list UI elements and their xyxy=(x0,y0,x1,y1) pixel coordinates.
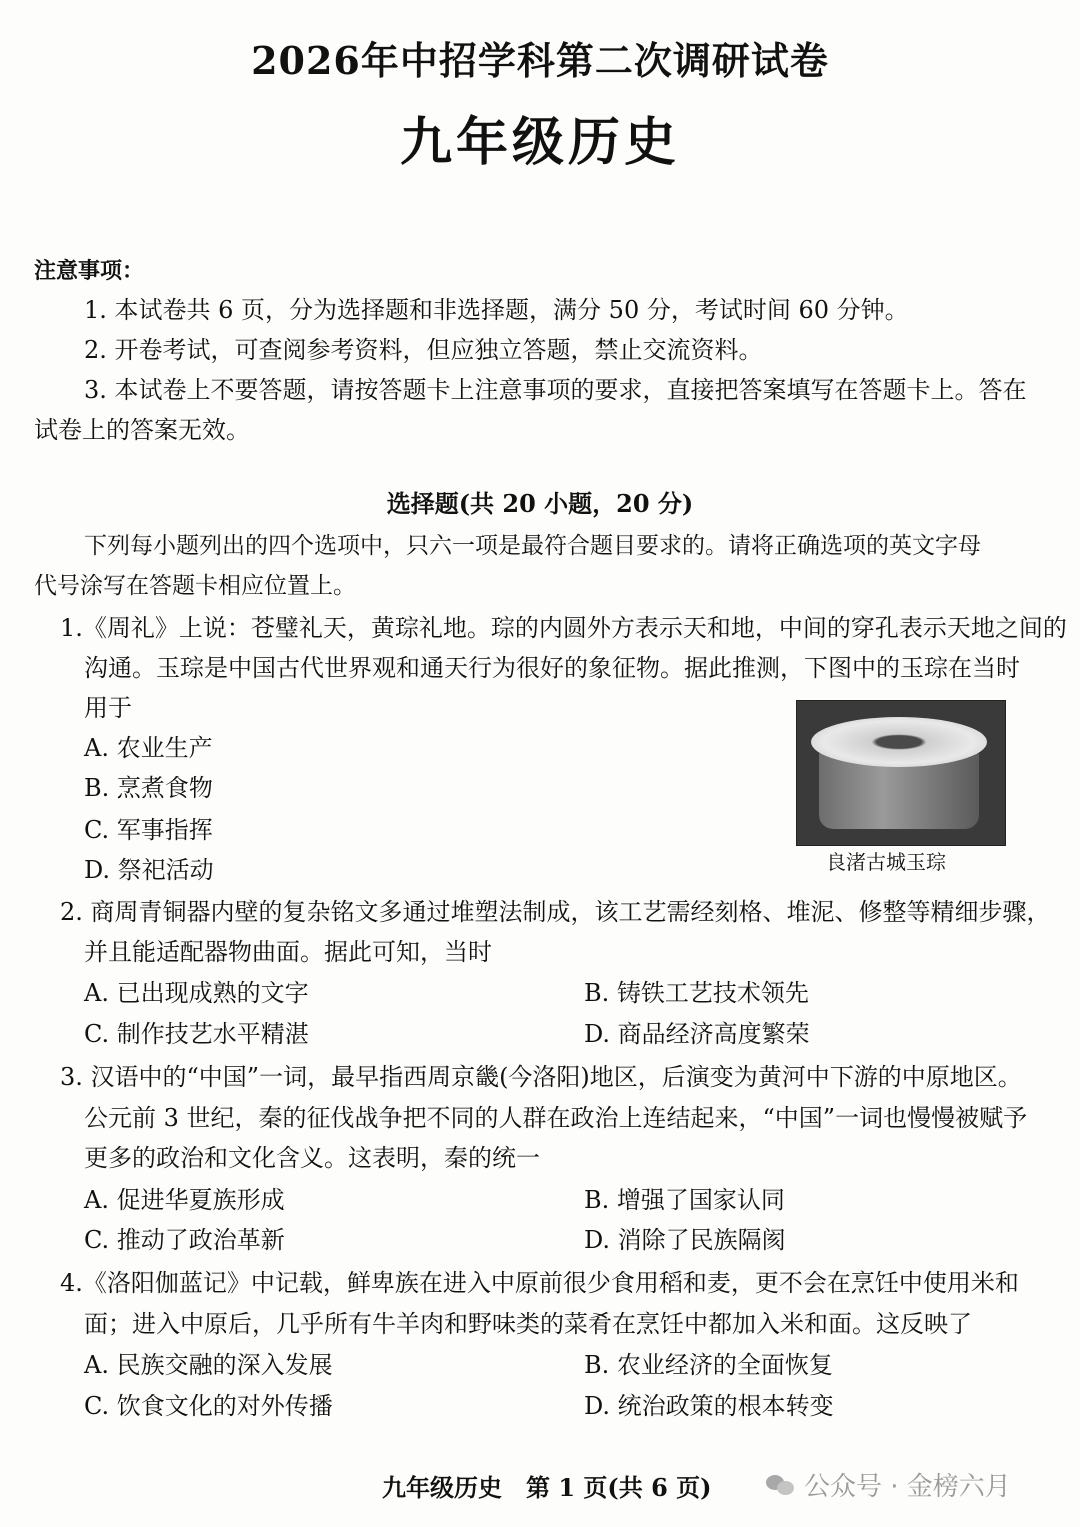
note-line: 2. 开卷考试，可查阅参考资料，但应独立答题，禁止交流资料。 xyxy=(84,336,763,364)
watermark xyxy=(766,1466,1011,1503)
question-4-stem: 4.《洛阳伽蓝记》中记载，鲜卑族在进入中原前很少食用稻和麦，更不会在烹饪中使用米和 xyxy=(60,1269,1019,1297)
question-3-stem: 3. 汉语中的“中国”一词，最早指西周京畿(今洛阳)地区，后演变为黄河中下游的中原地区。 xyxy=(60,1063,1022,1091)
question-2-option-a[interactable]: A. 已出现成熟的文字 xyxy=(84,979,309,1007)
notes-heading: 注意事项： xyxy=(34,258,145,284)
question-4-option-d[interactable]: D. 统治政策的根本转变 xyxy=(584,1392,834,1420)
image-caption: 良渚古城玉琮 xyxy=(826,850,946,874)
note-line: 1. 本试卷共 6 页，分为选择题和非选择题，满分 50 分，考试时间 60 分钟。 xyxy=(84,296,909,324)
question-1-stem: 1.《周礼》上说：苍璧礼天，黄琮礼地。琮的内圆外方表示天和地，中间的穿孔表示天地之间的 xyxy=(60,614,1067,642)
question-1-option-d[interactable]: D. 祭祀活动 xyxy=(84,856,214,884)
question-1-option-a[interactable]: A. 农业生产 xyxy=(84,734,213,762)
question-3-option-c[interactable]: C. 推动了政治革新 xyxy=(84,1226,285,1254)
section-instruction: 下列每小题列出的四个选项中，只六一项是最符合题目要求的。请将正确选项的英文字母 xyxy=(84,533,981,559)
note-line: 试卷上的答案无效。 xyxy=(34,416,250,444)
question-3-option-d[interactable]: D. 消除了民族隔阂 xyxy=(584,1226,786,1254)
question-3-stem: 更多的政治和文化含义。这表明，秦的统一 xyxy=(84,1144,540,1172)
question-1-stem: 沟通。玉琮是中国古代世界观和通天行为很好的象征物。据此推测，下图中的玉琮在当时 xyxy=(84,654,1020,682)
exam-title: 2026年中招学科第二次调研试卷 xyxy=(251,38,829,83)
question-4-option-b[interactable]: B. 农业经济的全面恢复 xyxy=(584,1351,833,1379)
wechat-icon xyxy=(766,1473,796,1497)
note-line: 3. 本试卷上不要答题，请按答题卡上注意事项的要求，直接把答案填写在答题卡上。答在 xyxy=(84,376,1027,404)
question-3-stem: 公元前 3 世纪，秦的征伐战争把不同的人群在政治上连结起来，“中国”一词也慢慢被赋予 xyxy=(84,1104,1028,1132)
watermark-text: 公众号 · 金榜六月 xyxy=(804,1472,1011,1502)
question-2-option-d[interactable]: D. 商品经济高度繁荣 xyxy=(584,1020,810,1048)
question-3-option-b[interactable]: B. 增强了国家认同 xyxy=(584,1186,785,1214)
question-3-option-a[interactable]: A. 促进华夏族形成 xyxy=(84,1186,285,1214)
question-1-stem: 用于 xyxy=(84,694,132,722)
question-4-stem: 面；进入中原后，几乎所有牛羊肉和野味类的菜肴在烹饪中都加入米和面。这反映了 xyxy=(84,1310,972,1338)
page-footer: 九年级历史 第 1 页(共 6 页) xyxy=(382,1473,712,1502)
question-2-stem: 2. 商周青铜器内壁的复杂铭文多通过堆塑法制成，该工艺需经刻格、堆泥、修整等精细步骤， xyxy=(60,898,1051,926)
question-4-option-a[interactable]: A. 民族交融的深入发展 xyxy=(84,1351,333,1379)
question-2-option-c[interactable]: C. 制作技艺水平精湛 xyxy=(84,1020,309,1048)
question-2-option-b[interactable]: B. 铸铁工艺技术领先 xyxy=(584,979,809,1007)
question-1-option-c[interactable]: C. 军事指挥 xyxy=(84,816,213,844)
jade-cong-image xyxy=(796,700,1006,846)
question-4-option-c[interactable]: C. 饮食文化的对外传播 xyxy=(84,1392,333,1420)
section-instruction: 代号涂写在答题卡相应位置上。 xyxy=(34,573,356,599)
jade-cong-top xyxy=(811,717,987,767)
subject-title: 九年级历史 xyxy=(399,112,680,173)
question-2-stem: 并且能适配器物曲面。据此可知，当时 xyxy=(84,938,492,966)
question-1-option-b[interactable]: B. 烹煮食物 xyxy=(84,774,213,802)
section-title: 选择题(共 20 小题，20 分) xyxy=(386,489,694,518)
